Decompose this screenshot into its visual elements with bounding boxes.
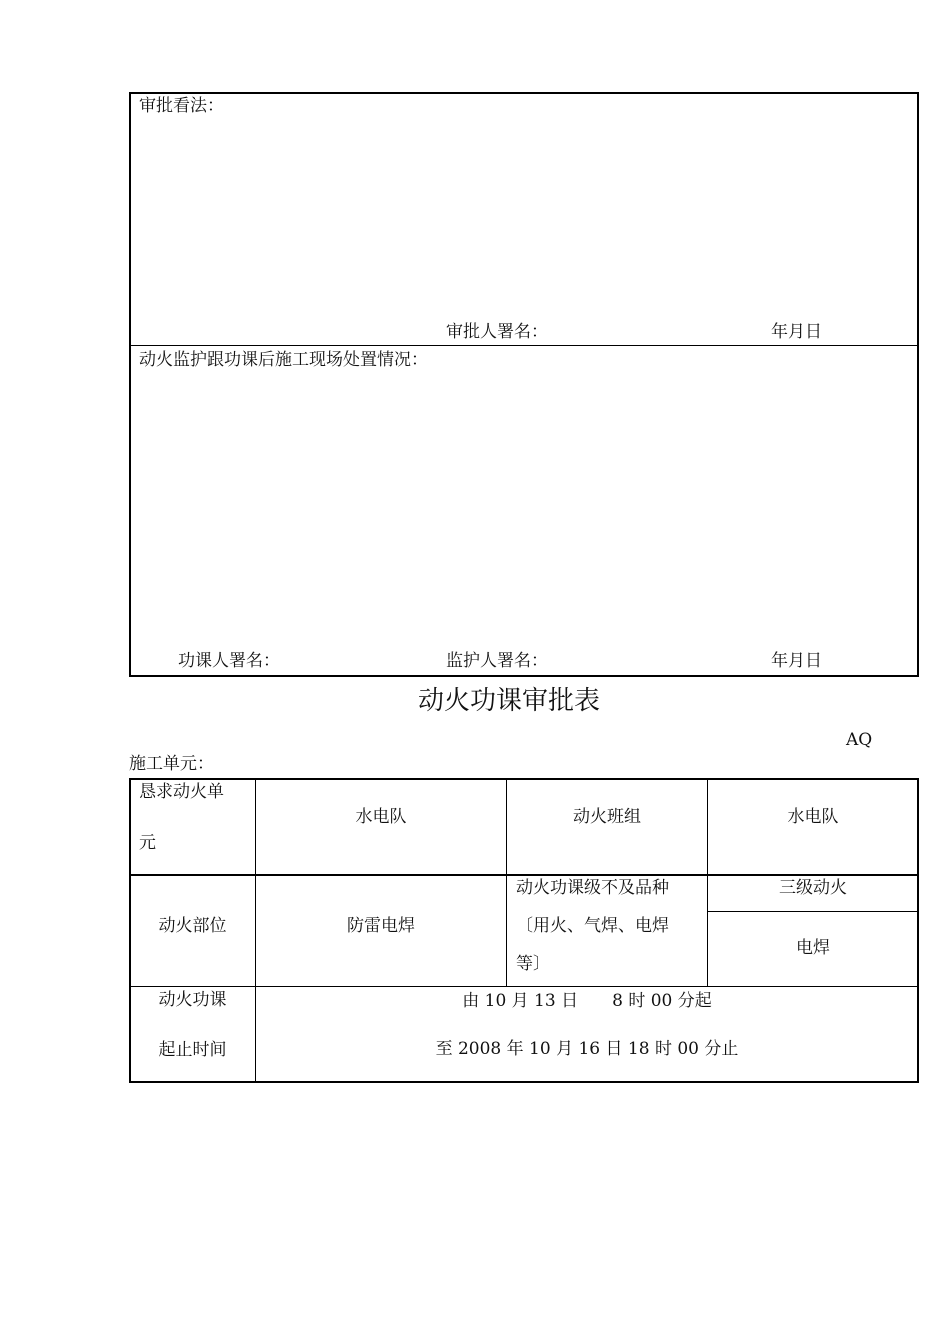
supervision-field[interactable] — [132, 375, 916, 645]
table-row-line-2 — [130, 986, 918, 987]
supervision-label: 动火监护跟功课后施工现场处置情况： — [139, 350, 428, 370]
guardian-sign-label: 监护人署名： — [446, 651, 548, 671]
supervision-date-label: 年月日 — [771, 651, 822, 671]
level-label-3: 等〕 — [516, 954, 550, 974]
approver-sign-label: 审批人署名： — [446, 322, 548, 342]
request-unit-value: 水电队 — [355, 807, 407, 827]
request-unit-label-2: 元 — [139, 833, 156, 853]
request-unit-label-1: 恳求动火单 — [139, 782, 224, 802]
level-value: 三级动火 — [779, 878, 847, 898]
form-code: AQ — [846, 730, 873, 750]
time-label-1: 动火功课 — [158, 990, 227, 1010]
approval-opinion-field[interactable] — [132, 120, 916, 315]
approval-date-label: 年月日 — [771, 322, 822, 342]
level-label-2: 〔用火、气焊、电焊 — [516, 916, 669, 936]
location-label: 动火部位 — [158, 916, 227, 936]
table-subrow-line — [708, 911, 918, 912]
end-time: 至 2008 年 10 月 16 日 18 时 00 分止 — [435, 1039, 739, 1059]
start-time: 由 10 月 13 日 8 时 00 分起 — [462, 991, 712, 1011]
location-value: 防雷电焊 — [347, 916, 415, 936]
worker-sign-label: 功课人署名： — [178, 651, 280, 671]
approval-opinion-label: 审批看法： — [139, 96, 224, 116]
time-label-2: 起止时间 — [158, 1040, 227, 1060]
level-label-1: 动火功课级不及品种 — [516, 878, 669, 898]
crew-value: 水电队 — [787, 807, 839, 827]
page-title: 动火功课审批表 — [417, 686, 600, 716]
construction-unit-label: 施工单元： — [129, 754, 214, 774]
table-row-line-1 — [130, 874, 918, 876]
approval-form-divider — [130, 345, 918, 346]
crew-label: 动火班组 — [573, 807, 641, 827]
type-value: 电焊 — [796, 938, 830, 958]
